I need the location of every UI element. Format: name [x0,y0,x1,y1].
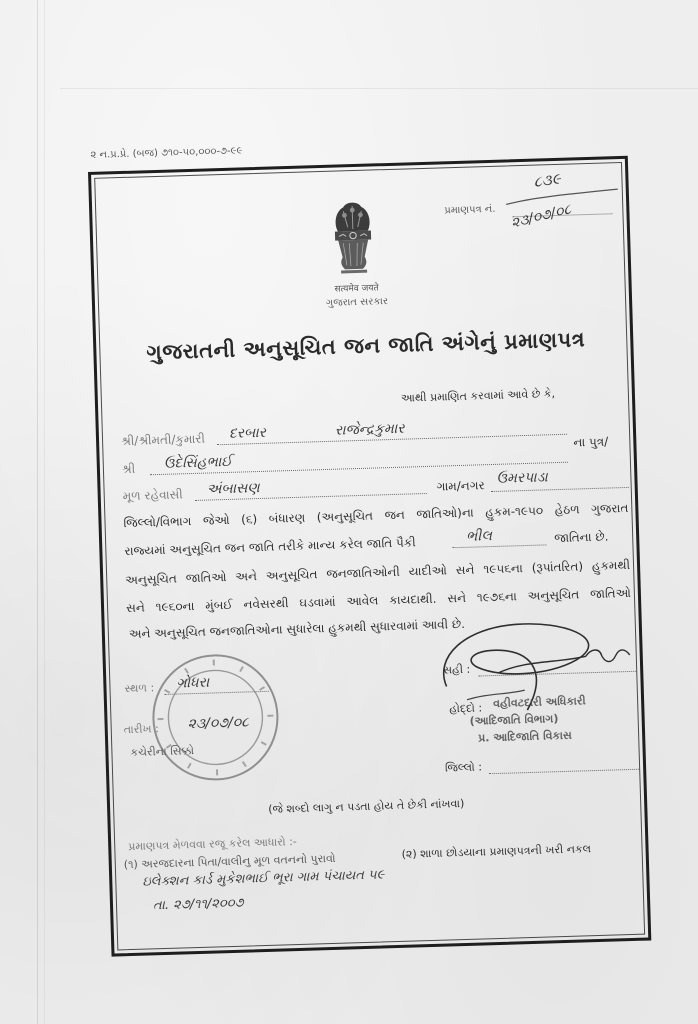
certificate-frame [88,145,651,957]
designation-stamp-line-2: (આદિજાતિ વિભાગ) [469,712,559,728]
designation-stamp-line-1: વહીવટદારી અધિકારી [492,694,586,711]
tribe-value: ભીલ [465,528,493,545]
place-label: સ્થળ : [124,681,155,696]
basis-item-1: (૧) અરજદારના પિતા/વાલીનુ મૂળ વતનનો પુરાવો [123,851,336,872]
strike-out-note: (જે શબ્દો લાગુ ન પડતા હોય તે છેકી નાંખવા) [268,796,465,816]
tribe-suffix: જાતિના છે. [553,529,609,546]
state-clause: રાજ્યમાં અનુસૂચિત જન જાતિ તરીકે માન્ય કરેલ જાતિ પૈકી [124,535,416,559]
applicant-name-part-1: દરબાર [228,424,267,442]
district-label: જિલ્લો : [444,760,483,775]
relation-label: ના પુત્ર/ [573,434,609,450]
national-emblem-icon [325,196,381,280]
signature-label: સહી : [442,662,471,677]
father-label: શ્રી [121,461,136,477]
certificate-no-value: ૮૩૯ [532,169,562,191]
basis-item-2: (૨) શાળા છોડયાના પ્રમાણપત્રની ખરી નકલ [401,842,592,861]
issuer-name: ગુજરાત સરકાર [325,296,389,309]
date-label: તારીખ : [123,722,160,737]
designation-stamp-line-3: પ્ર. આદિજાતિ વિકાસ [477,728,573,745]
scan-crease-line [44,0,45,1024]
district-clause: જિલ્લો/વિભાગ જેઓ (૬) બંધારણ (અનુસૂચિત જન જાતિઓ)ના હુકમ-૧૯૫૦ હેઠળ ગુજરાત [123,500,629,531]
scan-crease-line [37,0,38,1024]
resident-value: અંબાસણ [206,479,260,498]
designation-label: હોદ્દો : [449,701,483,716]
office-seal-label: કચેરીના સિક્કો [130,744,195,759]
village-label: ગામ/નગર [436,478,485,494]
amendment-clause: અને અનુસૂચિત જનજાતિઓના સુધારેલા હુકમથી સુધારવામાં આવી છે. [128,616,466,641]
basis-heading: પ્રમાણપત્ર મેળવવા રજૂ કરેલ આધારો :- [128,835,297,854]
print-code: ૨ ન.પ્ર.પ્રે. (બજ) ૭૧૦-૫૦,૦૦૦-૭-૯૯ [90,145,243,161]
certificate-no-date: ૨૩/૦૭/૦૮ [509,201,573,232]
scan-fold-line [60,88,698,89]
date-value: ૨૩/૦૭/૦૮ [187,714,250,733]
father-name: ઉદેસિંહભાઈ [163,453,233,472]
list-clause: અનુસૂચિત જાતિઓ અને અનુસૂચિત જનજાતિઓની યાદીઓ સને ૧૯૫૬ના (રૂપાંતરિત) હુકમથી [125,557,631,588]
name-label: શ્રી/શ્રીમતી/કુમારી [120,431,206,449]
place-value: ગોધરા [176,674,210,692]
village-value: ઉમરપાડા [496,469,548,487]
basis-handwritten-line-1: ઇલેક્શન કાર્ડ મુકેશભાઈ ભૂરા ગામ પંચાયત ૫૯ [142,867,385,890]
act-clause: સને ૧૯૬૦ના મુંબઈ નવેસરથી ઘડવામાં આવેલ કાયદાથી. સને ૧૯૭૬ના અનુસૂચિત જાતિઓ [125,585,632,616]
certificate-no-label: પ્રમાણપત્ર નં. [444,203,496,217]
certificate-title: ગુજરાતની અનુસૂચિત જન જાતિ અંગેનું પ્રમાણપત્ર [146,327,586,365]
emblem-motto: सत्यमेव जयते [334,283,379,295]
basis-handwritten-line-2: તા. ૨૭/૧૧/૨૦૦૭ [152,895,244,914]
certification-intro: આથી પ્રમાણિત કરવામાં આવે છે કે, [400,387,556,405]
applicant-name-part-2: રાજેન્દ્રકુમાર [334,420,405,439]
resident-label: મૂળ રહેવાસી [122,487,183,504]
